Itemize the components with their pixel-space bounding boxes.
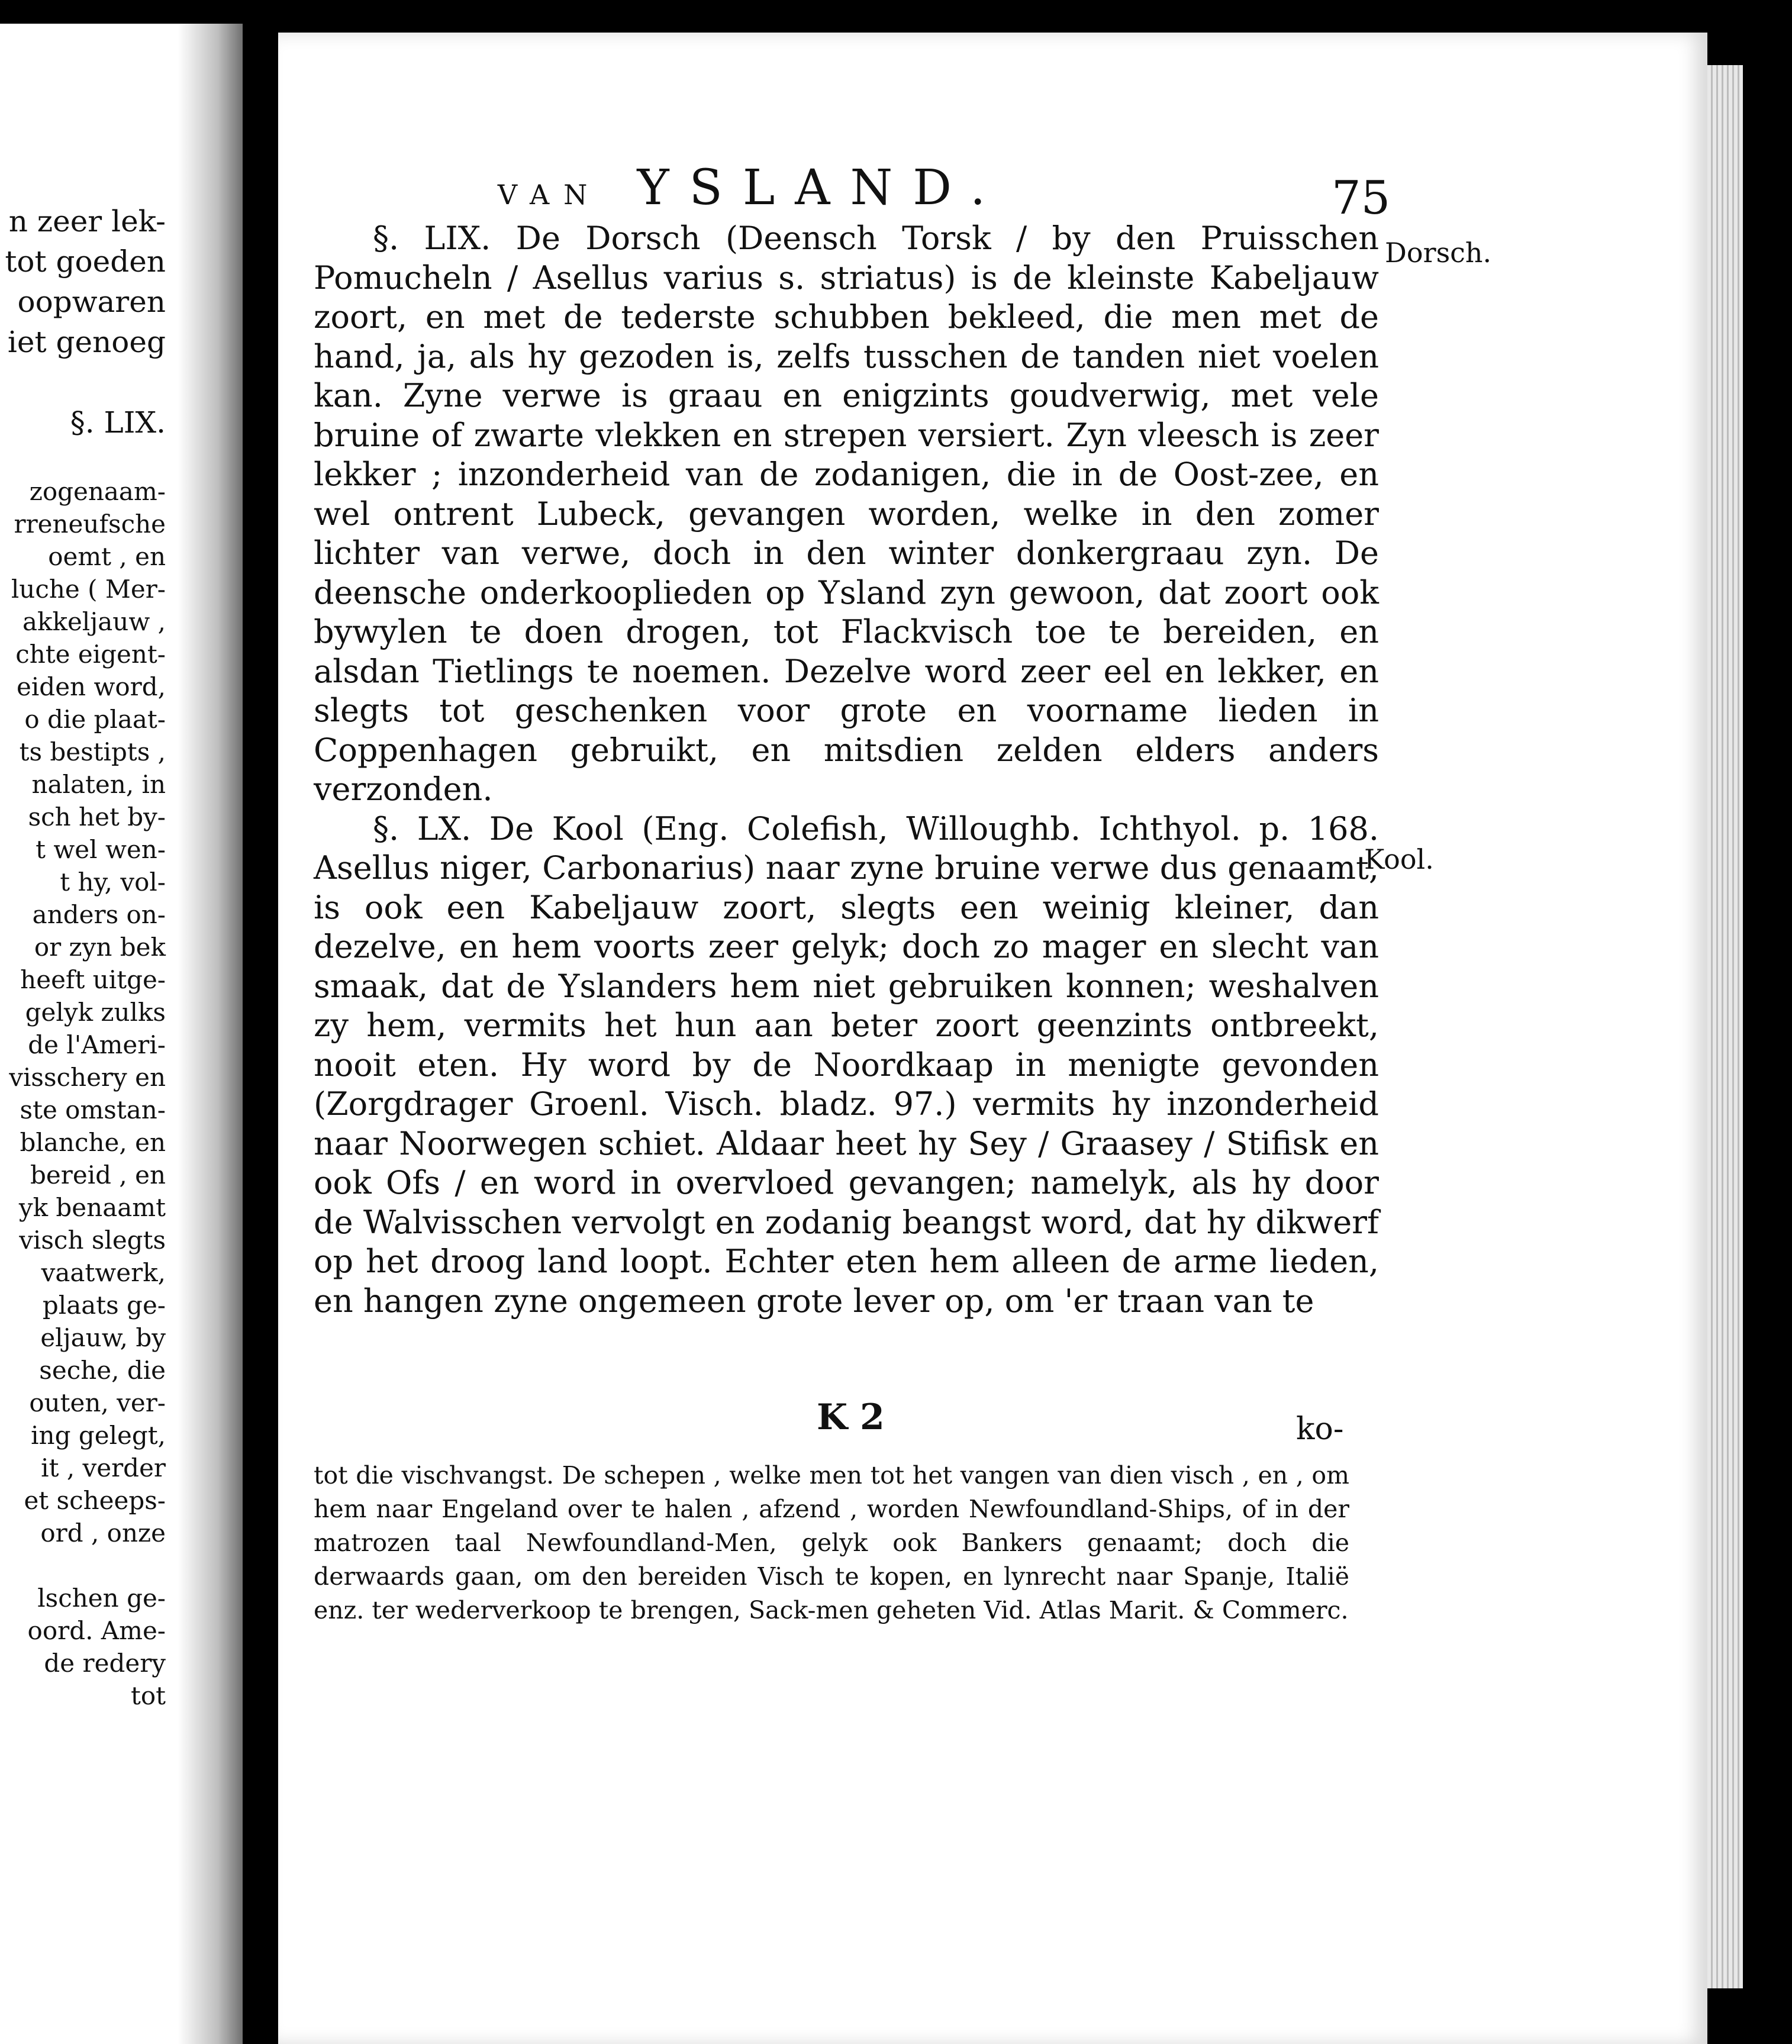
facing-page-line: bereid , en xyxy=(30,1160,166,1189)
facing-page-line: rreneufsche xyxy=(14,510,166,539)
facing-page-line: zogenaam- xyxy=(29,477,166,506)
facing-page xyxy=(0,24,243,2044)
facing-page-line: t wel wen- xyxy=(36,835,166,864)
facing-page-line: eljauw, by xyxy=(40,1323,166,1352)
facing-page-line: et scheeps- xyxy=(24,1486,166,1515)
catchword: ko- xyxy=(1296,1411,1344,1447)
facing-page-line: akkeljauw , xyxy=(22,607,166,636)
facing-page-line: it , verder xyxy=(41,1453,166,1482)
page-number: 75 xyxy=(1332,172,1391,225)
facing-page-line: visschery en xyxy=(9,1063,166,1092)
facing-page-line: tot goeden xyxy=(5,244,166,279)
paragraph-lix: §. LIX. De Dorsch (Deensch Torsk / by den Pruisschen Pomucheln / Asellus varius s. striatus) is de kleinste Kabeljauw zoort, en met de tederste schubben bekleed, die men met de hand, ja, als hy gezoden is, zelfs tusschen de tanden niet voelen kan. Zyne verwe is graau en enigzints goudverwig, met vele bruine of zwarte vlekken en strepen versiert. Zyn vleesch is zeer lekker ; inzonderheid van de zodanigen, die in de Oost-zee, en wel ontrent Lubeck, gevangen worden, welke in den zomer lichter van verwe, doch in den winter donkergraau zyn. De deensche onderkooplieden op Ysland zyn gewoon, dat zoort ook bywylen te doen drogen, tot Flackvisch toe te bereiden, en alsdan Tietlings te noemen. Dezelve word zeer eel en lekker, en slegts tot geschenken voor grote en voorname lieden in Coppenhagen gebruikt, en mitsdien zelden elders anders verzonden. xyxy=(314,220,1379,808)
facing-page-line: gelyk zulks xyxy=(25,998,166,1027)
facing-page-line: outen, ver- xyxy=(29,1388,166,1417)
facing-page-line: ord , onze xyxy=(40,1519,166,1547)
facing-page-line xyxy=(5,443,166,475)
running-head-title: YSLAND. xyxy=(637,160,1006,216)
facing-page-line: chte eigent- xyxy=(15,640,166,669)
facing-page-line: iet genoeg xyxy=(7,325,166,359)
facing-page-line xyxy=(5,362,166,402)
main-text xyxy=(314,219,1379,1321)
facing-page-line: tot xyxy=(130,1681,166,1710)
facing-page-line: n zeer lek- xyxy=(8,204,166,238)
facing-page-text xyxy=(5,201,166,1712)
facing-page-line: de redery xyxy=(44,1649,166,1678)
facing-page-line: sch het by- xyxy=(28,802,166,831)
facing-page-line: oord. Ame- xyxy=(27,1616,166,1645)
margin-note-kool: Kool. xyxy=(1364,843,1434,875)
page-edges xyxy=(1707,65,1743,1988)
facing-page-line: luche ( Mer- xyxy=(11,575,166,604)
facing-page-line: heeft uitge- xyxy=(20,965,166,994)
facing-page-line: oemt , en xyxy=(48,542,166,571)
facing-page-line: vaatwerk, xyxy=(41,1258,166,1287)
margin-note-dorsch: Dorsch. xyxy=(1385,237,1492,269)
facing-page-line: de l'Ameri- xyxy=(28,1030,166,1059)
facing-page-line: visch slegts xyxy=(19,1226,166,1255)
facing-page-line: anders on- xyxy=(32,900,166,929)
facing-page-line: oopwaren xyxy=(17,285,166,319)
signature-mark: K 2 xyxy=(817,1397,885,1438)
facing-page-line: plaats ge- xyxy=(42,1291,166,1320)
facing-page-line: nalaten, in xyxy=(31,770,166,799)
facing-page-line: ts bestipts , xyxy=(19,737,166,766)
facing-page-line: blanche, en xyxy=(20,1128,166,1157)
facing-page-line: ing gelegt, xyxy=(31,1421,166,1450)
facing-page-line: or zyn bek xyxy=(34,933,166,962)
footnote-text: tot die vischvangst. De schepen , welke men tot het vangen van dien visch , en , om hem naar Engeland over te halen , afzend , worden Newfoundland-Ships, of in der matrozen taal Newfoundland-Men, gelyk ook Bankers genaamt; doch die derwaards gaan, om den bereiden Visch te kopen, en lynrecht naar Spanje, Italië enz. ter wederverkoop te brengen, Sack-men geheten Vid. Atlas Marit. & Commerc. xyxy=(314,1461,1349,1624)
facing-page-line: yk benaamt xyxy=(18,1193,166,1222)
book-gutter xyxy=(178,24,243,2044)
facing-page-line: ste omstan- xyxy=(20,1095,166,1124)
running-head-prefix: VAN xyxy=(497,179,602,211)
facing-page-line: lschen ge- xyxy=(37,1584,166,1613)
running-head xyxy=(337,160,1166,216)
facing-page-line: o die plaat- xyxy=(24,705,166,734)
facing-page-line xyxy=(5,1549,166,1582)
paragraph-lx: §. LX. De Kool (Eng. Colefish, Willoughb. Ichthyol. p. 168. Asellus niger, Carbonarius) naar zyne bruine verwe dus genaamt, is ook een Kabeljauw zoort, slegts een weinig kleiner, dan dezelve, en hem voorts zeer gelyk; doch zo mager en slecht van smaak, dat de Yslanders hem niet gebruiken konnen; weshalven zy hem, vermits het hun aan beter zoort geenzints ontbreekt, nooit eten. Hy word by de Noordkaap in menigte gevonden (Zorgdrager Groenl. Visch. bladz. 97.) vermits hy inzonderheid naar Noorwegen schiet. Aldaar heet hy Sey / Graasey / Stifisk en ook Ofs / en word in overvloed gevangen; namelyk, als hy door de Walvisschen vervolgt en zodanig beangst word, dat hy dikwerf op het droog land loopt. Echter eten hem alleen de arme lieden, en hangen zyne ongemeen grote lever op, om 'er traan van te xyxy=(314,810,1379,1320)
facing-page-line: eiden word, xyxy=(17,672,166,701)
facing-page-line: t hy, vol- xyxy=(60,868,166,897)
facing-page-line: seche, die xyxy=(39,1356,166,1385)
footnote xyxy=(314,1459,1349,1627)
facing-page-line: §. LIX. xyxy=(70,405,166,440)
